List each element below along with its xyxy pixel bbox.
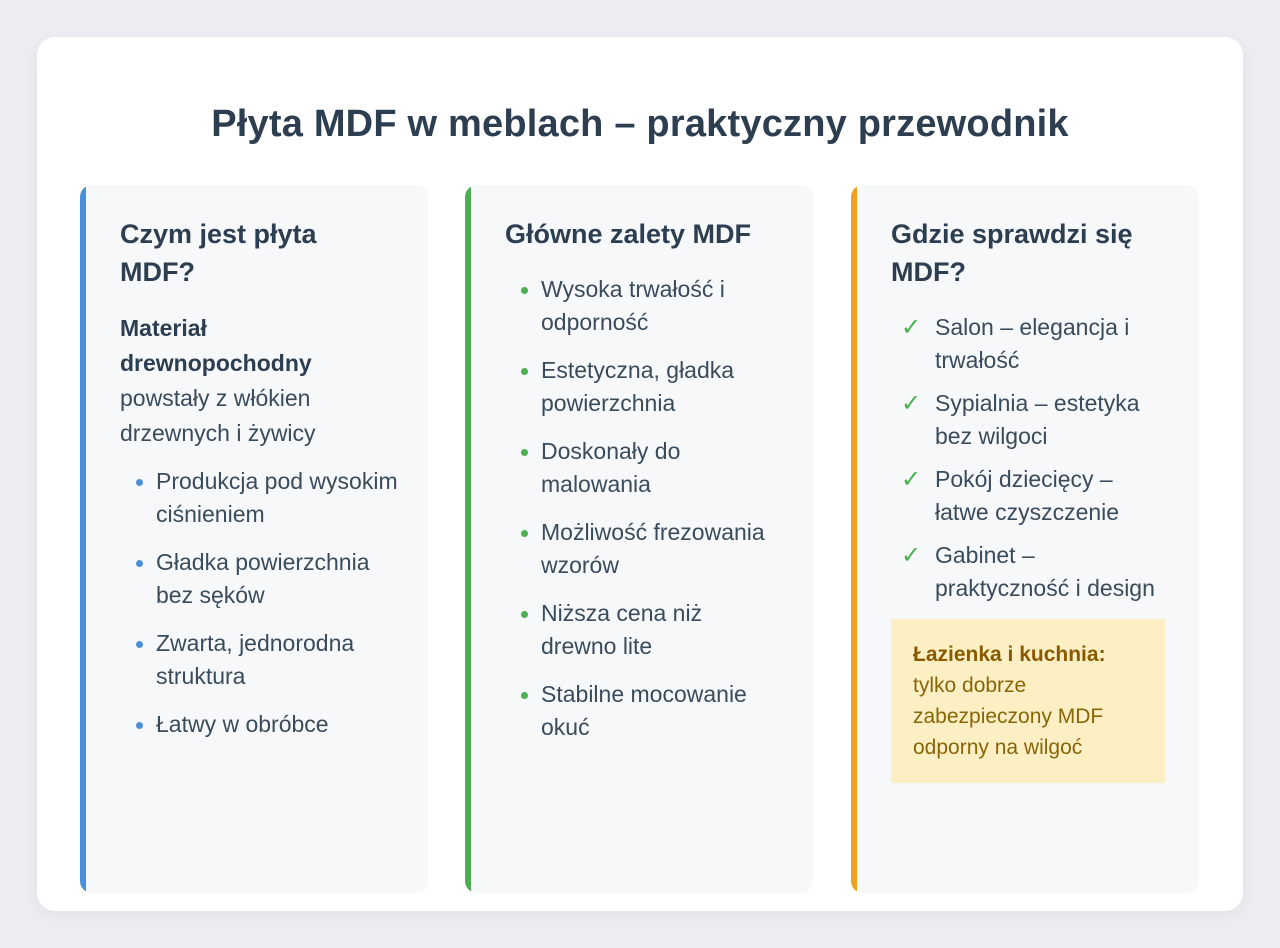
list-item-label: Pokój dziecięcy – łatwe czyszczenie [935,466,1120,525]
list-item: Zwarta, jednorodna struktura [156,627,398,693]
page-title: Płyta MDF w meblach – praktyczny przewodnik [211,103,1069,145]
column-where-to-use [851,185,1199,893]
list-item: Łatwy w obróbce [156,708,398,741]
list-item [901,387,1169,453]
list-item-label: Salon – elegancja i trwałość [935,314,1130,373]
list-item: Stabilne mocowanie okuć [541,678,783,744]
main-card [37,37,1243,911]
note-bold: Łazienka i kuchnia: [913,643,1106,666]
list-item [901,311,1169,377]
intro-rest: powstały z włókien drzewnych i żywicy [120,385,316,446]
list-item [901,463,1169,529]
list-item: Doskonały do malowania [541,435,783,501]
warning-note [891,619,1165,783]
column-heading: Główne zalety MDF [505,219,752,249]
list-item: Wysoka trwałość i odporność [541,273,783,339]
column-advantages [465,185,813,893]
features-list [120,465,398,741]
list-item-label: Gabinet – praktyczność i design [935,542,1155,601]
note-text: tylko dobrze zabezpieczony MDF odporny na wilgoć [913,674,1104,759]
column-what-is-mdf [80,185,428,893]
intro-bold: Materiał drewnopochodny [120,315,312,376]
check-icon: ✓ [901,390,922,417]
check-icon: ✓ [901,542,922,569]
list-item: Produkcja pod wysokim ciśnieniem [156,465,398,531]
advantages-list [505,273,783,744]
rooms-list [891,311,1169,605]
check-icon: ✓ [901,314,922,341]
list-item-label: Sypialnia – estetyka bez wilgoci [935,390,1140,449]
list-item: Niższa cena niż drewno lite [541,597,783,663]
column-heading: Czym jest płyta MDF? [120,219,317,287]
list-item: Gładka powierzchnia bez sęków [156,546,398,612]
list-item [901,539,1169,605]
intro-text [120,311,398,451]
list-item: Możliwość frezowania wzorów [541,516,783,582]
column-heading: Gdzie sprawdzi się MDF? [891,219,1133,287]
check-icon: ✓ [901,466,922,493]
list-item: Estetyczna, gładka powierzchnia [541,354,783,420]
